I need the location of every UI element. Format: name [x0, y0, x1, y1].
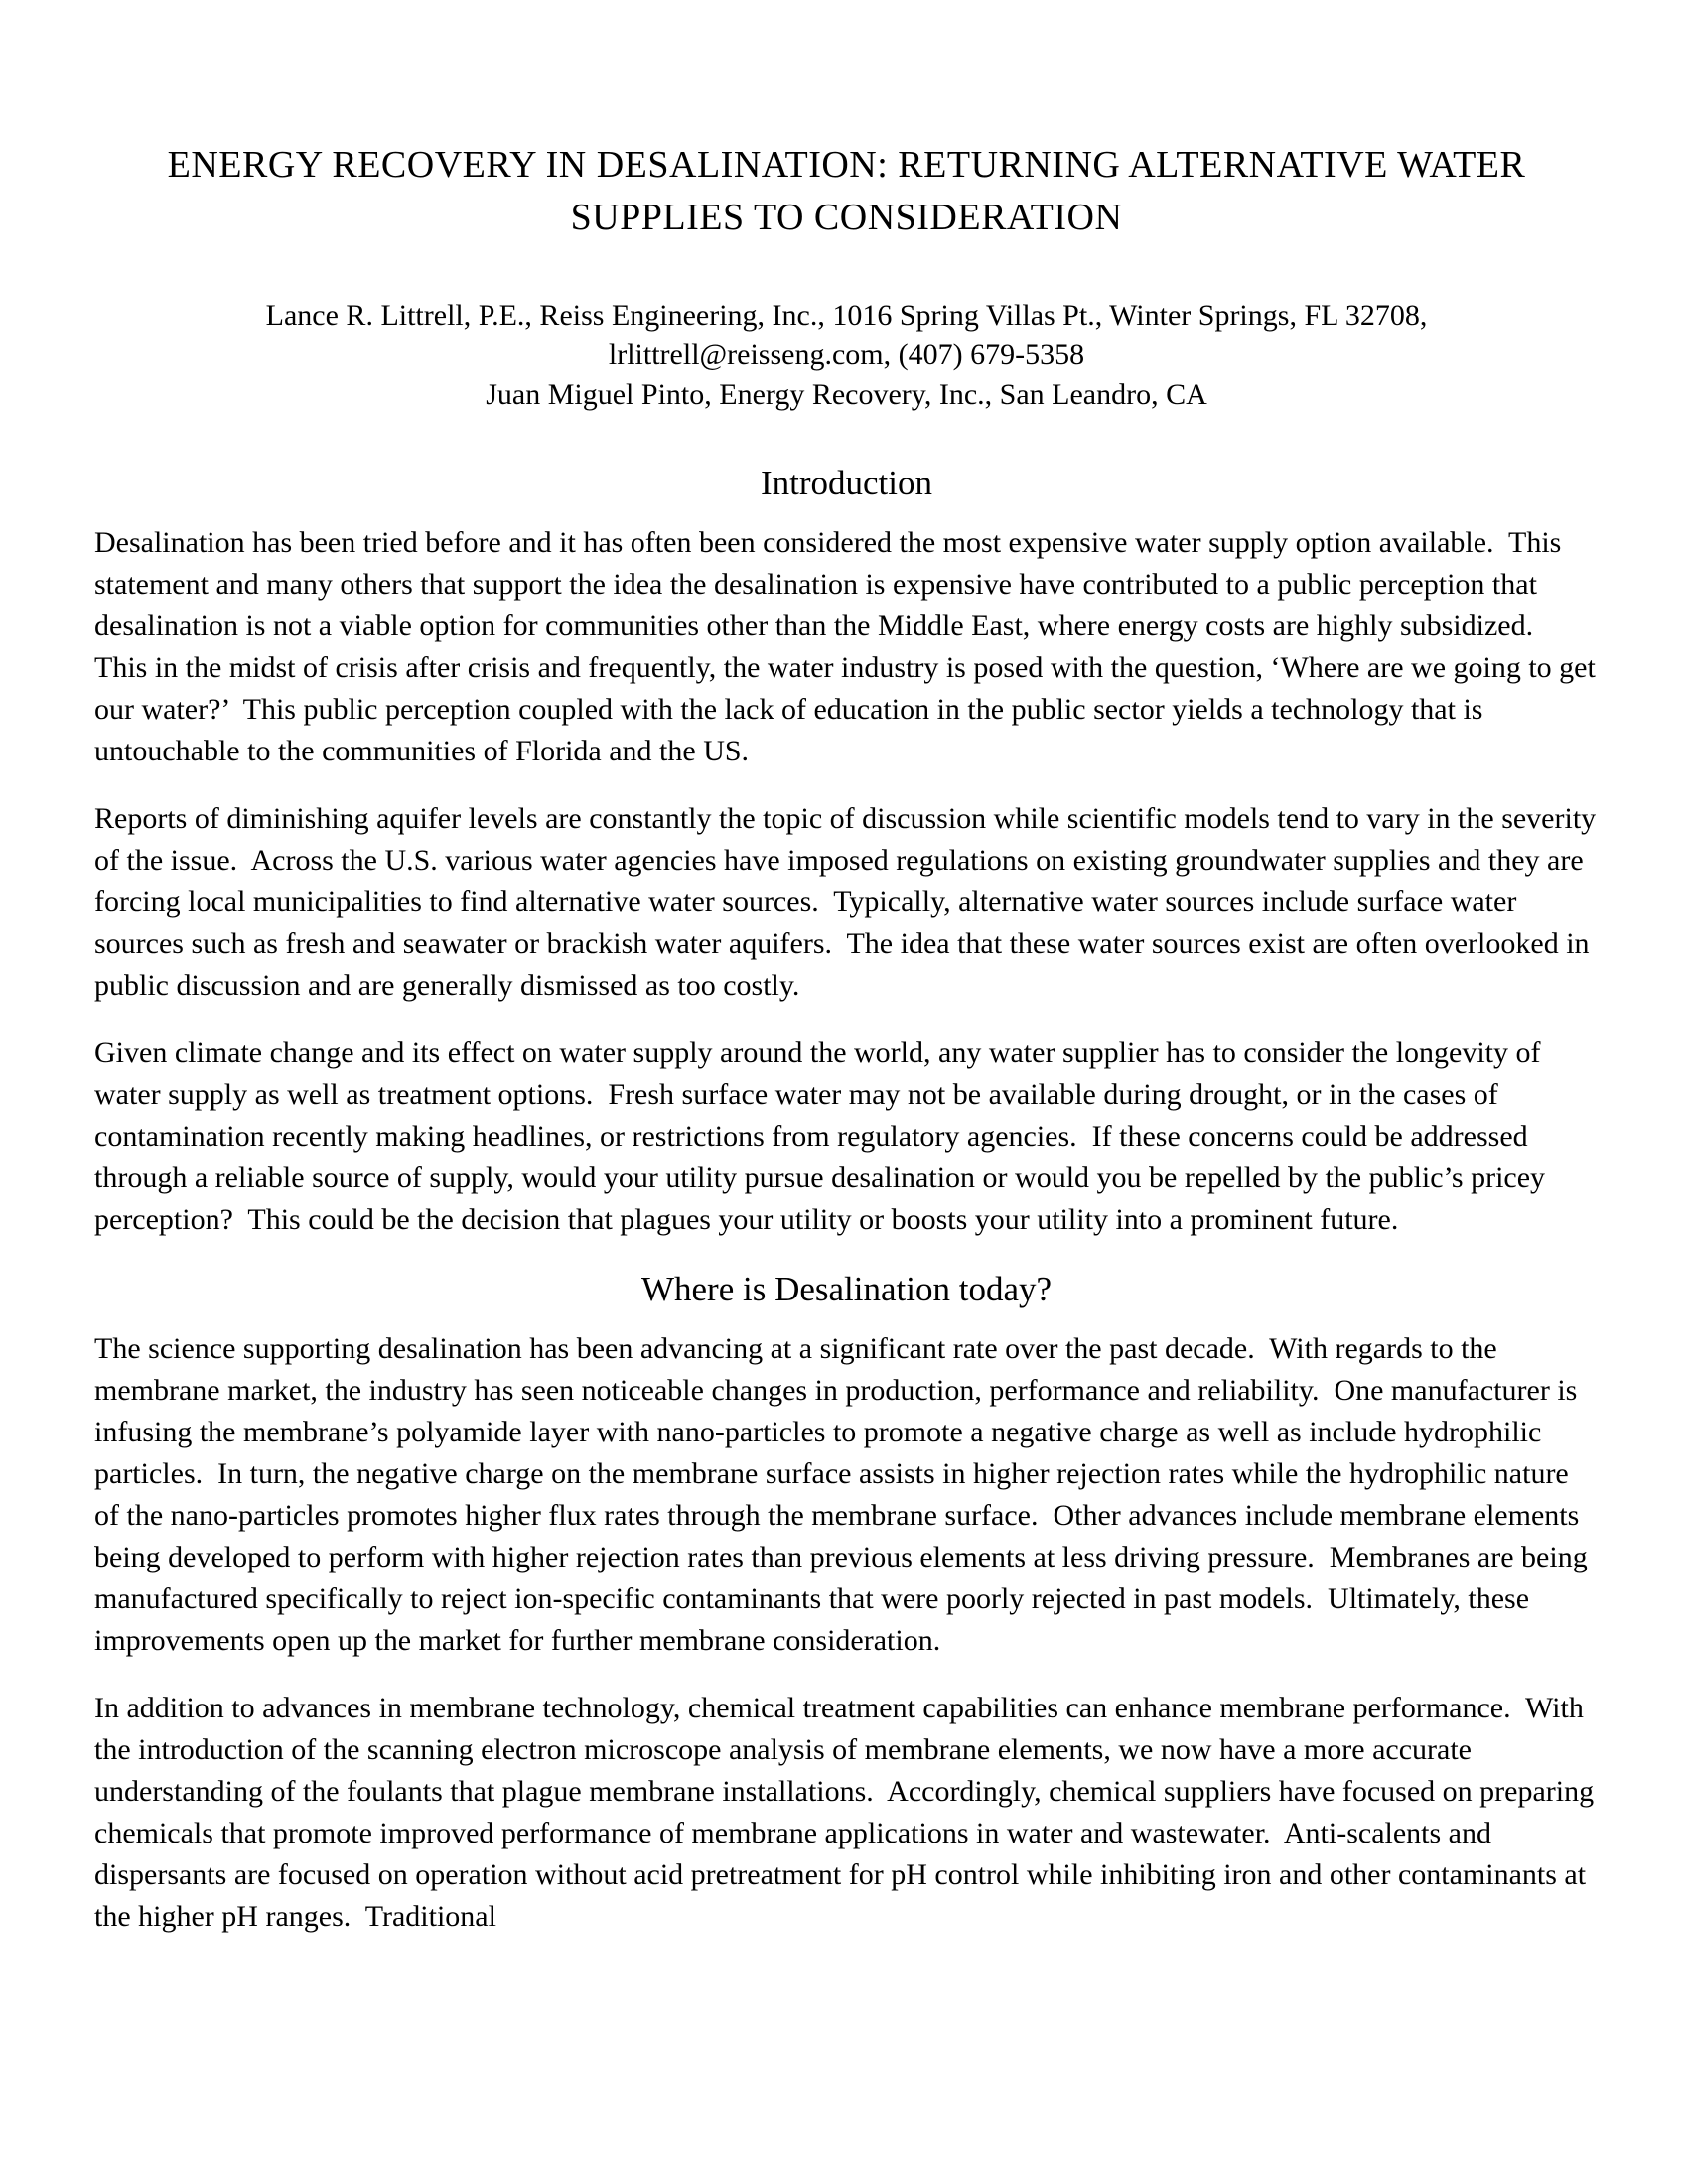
- paragraph-intro-1: Desalination has been tried before and it has often been considered the most expensive water supply option available. This statement and many others that support the idea the desalination is expensive have contributed to a public perception that desalination is not a viable option for communities other than the Middle East, where energy costs are highly subsidized. This in the midst of crisis after crisis and frequently, the water industry is posed with the question, ‘Where are we going to get our water?’ This public perception coupled with the lack of education in the public sector yields a technology that is untouchable to the communities of Florida and the US.: [94, 526, 1604, 767]
- paragraph-desal-1: The science supporting desalination has been advancing at a significant rate over the past decade. With regards to the membrane market, the industry has seen noticeable changes in production, performance and reliability. One manufacturer is infusing the membrane’s polyamide layer with nano-particles to promote a negative charge as well as include hydrophilic particles. In turn, the negative charge on the membrane surface assists in higher rejection rates while the hydrophilic nature of the nano-particles promotes higher flux rates through the membrane surface. Other advances include membrane elements being developed to perform with higher rejection rates than previous elements at less driving pressure. Membranes are being manufactured specifically to reject ion-specific contaminants that were poorly rejected in past models. Ultimately, these improvements open up the market for further membrane consideration.: [94, 1332, 1596, 1657]
- paragraph-intro-2: Reports of diminishing aquifer levels are constantly the topic of discussion while scientific models tend to vary in the severity of the issue. Across the U.S. various water agencies have imposed regulations on existing groundwater supplies and they are forcing local municipalities to find alternative water sources. Typically, alternative water sources include surface water sources such as fresh and seawater or brackish water aquifers. The idea that these water sources exist are often overlooked in public discussion and are generally dismissed as too costly.: [94, 802, 1604, 1002]
- section-introduction: [94, 461, 1604, 1241]
- author-block: [94, 296, 1599, 415]
- section-heading-introduction: Introduction: [760, 464, 933, 502]
- section-where-is-desalination-today: [94, 1267, 1602, 1938]
- section-heading-where-is-desalination-today: Where is Desalination today?: [640, 1270, 1053, 1308]
- author-line-1: Lance R. Littrell, P.E., Reiss Engineering, Inc., 1016 Spring Villas Pt., Winter Springs, FL 32708,: [265, 299, 1428, 332]
- paragraph-desal-2: In addition to advances in membrane technology, chemical treatment capabilities can enhance membrane performance. With the introduction of the scanning electron microscope analysis of membrane elements, we now have a more accurate understanding of the foulants that plague membrane installations. Accordingly, chemical suppliers have focused on preparing chemicals that promote improved performance of membrane applications in water and wastewater. Anti-scalents and dispersants are focused on operation without acid pretreatment for pH control while inhibiting iron and other contaminants at the higher pH ranges. Traditional: [94, 1692, 1602, 1933]
- author-line-2: lrlittrell@reisseng.com, (407) 679-5358: [608, 339, 1085, 371]
- paragraph-intro-3: Given climate change and its effect on water supply around the world, any water supplier has to consider the longevity of water supply as well as treatment options. Fresh surface water may not be available during drought, or in the cases of contamination recently making headlines, or restrictions from regulatory agencies. If these concerns could be addressed through a reliable source of supply, would your utility pursue desalination or would you be repelled by the public’s pricey perception? This could be the decision that plagues your utility or boosts your utility into a prominent future.: [94, 1036, 1553, 1236]
- author-line-3: Juan Miguel Pinto, Energy Recovery, Inc., San Leandro, CA: [486, 378, 1207, 411]
- paper-title: ENERGY RECOVERY IN DESALINATION: RETURNING ALTERNATIVE WATER SUPPLIES TO CONSIDERATION: [167, 144, 1526, 238]
